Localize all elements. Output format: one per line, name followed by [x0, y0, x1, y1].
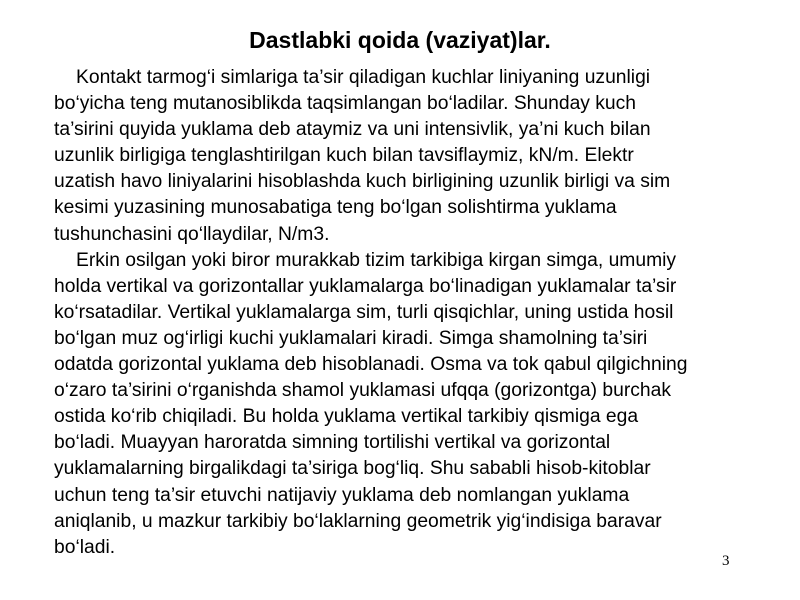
text-line: yuklamalarning birgalikdagi ta’siriga bog‘liq. Shu sababli hisob-kitoblar	[54, 458, 651, 480]
body-text	[32, 65, 772, 561]
text-line: bo‘ladi. Muayyan haroratda simning tortilishi vertikal va gorizontal	[54, 432, 611, 454]
text-line: bo‘lgan muz og‘irligi kuchi yuklamalari kiradi. Simga shamolning ta’siri	[54, 327, 648, 349]
text-line: o‘zaro ta’sirini o‘rganishda shamol yuklamasi ufqqa (gorizontga) burchak	[54, 380, 671, 402]
text-line: kesimi yuzasining munosabatiga teng bo‘lgan solishtirma yuklama	[54, 197, 617, 219]
text-line: Kontakt tarmog‘i simlariga ta’sir qiladigan kuchlar liniyaning uzunligi	[76, 67, 651, 88]
text-line: ostida ko‘rib chiqiladi. Bu holda yuklama vertikal tarkibiy qismiga ega	[54, 406, 639, 428]
text-line: odatda gorizontal yuklama deb hisoblanadi. Osma va tok qabul qilgichning	[54, 354, 688, 376]
paragraph-1	[32, 65, 772, 248]
text-line: bo‘ladi.	[54, 536, 116, 558]
text-line: uzatish havo liniyalarini hisoblashda kuch birligining uzunlik birligi va sim	[54, 171, 671, 193]
paragraph-2	[32, 248, 772, 561]
page-title: Dastlabki qoida (vaziyat)lar.	[249, 27, 551, 53]
text-line: ko‘rsatadilar. Vertikal yuklamalarga sim, turli qisqichlar, uning ustida hosil	[54, 301, 674, 323]
page-number: 3	[722, 553, 730, 569]
text-line: bo‘yicha teng mutanosiblikda taqsimlangan bo‘ladilar. Shunday kuch	[54, 93, 637, 115]
text-line: Erkin osilgan yoki biror murakkab tizim tarkibiga kirgan simga, umumiy	[76, 249, 677, 271]
text-line: aniqlanib, u mazkur tarkibiy bo‘laklarning geometrik yig‘indisiga baravar	[54, 510, 662, 532]
text-line: uzunlik birligiga tenglashtirilgan kuch bilan tavsiflaymiz, kN/m. Elektr	[54, 145, 634, 167]
text-line: ta’sirini quyida yuklama deb ataymiz va uni intensivlik, ya’ni kuch bilan	[54, 119, 651, 141]
text-line: tushunchasini qo‘llaydilar, N/m3.	[54, 223, 330, 245]
text-line: uchun teng ta’sir etuvchi natijaviy yuklama deb nomlangan yuklama	[54, 484, 630, 506]
text-line: holda vertikal va gorizontallar yuklamalarga bo‘linadigan yuklamalar ta’sir	[54, 275, 677, 297]
